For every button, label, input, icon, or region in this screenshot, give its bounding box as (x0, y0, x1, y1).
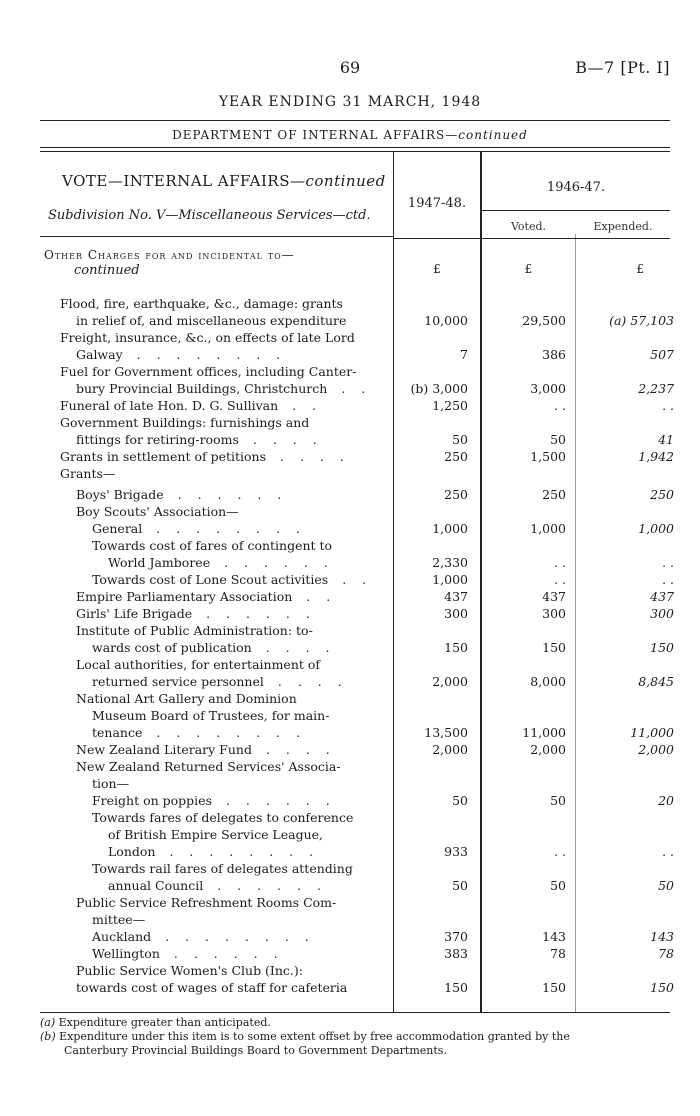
value-expended: 150 (650, 980, 674, 995)
leader-dots: . . . . . . . . (165, 929, 315, 944)
row-text: Towards cost of Lone Scout activities (92, 572, 329, 587)
value-expended: 437 (650, 589, 674, 604)
value-voted: 3,000 (530, 381, 566, 396)
value-expended: 150 (650, 640, 674, 655)
row-text: Galway (76, 347, 123, 362)
value-1947-48: 250 (444, 449, 468, 464)
value-voted: . . (554, 555, 566, 570)
value-1947-48: 10,000 (424, 313, 468, 328)
row-description (76, 980, 347, 995)
value-1947-48: 383 (444, 946, 468, 961)
row-description (60, 466, 115, 481)
leader-dots: . . (341, 381, 372, 396)
value-voted: 143 (542, 929, 566, 944)
leader-dots: . . . . . . . . (169, 844, 320, 859)
value-1947-48: 13,500 (424, 725, 468, 740)
row-description (108, 827, 323, 842)
leader-dots: . . . . . . (206, 606, 316, 621)
row-description (76, 381, 371, 396)
value-expended: 300 (650, 606, 674, 621)
value-1947-48: 50 (452, 432, 468, 447)
value-expended: 2,000 (638, 742, 674, 757)
row-description (60, 330, 355, 345)
department-name: DEPARTMENT OF INTERNAL AFFAIRS— (172, 128, 459, 142)
value-1947-48: 1,000 (432, 521, 468, 536)
row-description (92, 929, 315, 944)
value-voted: 300 (542, 606, 566, 621)
row-text: Grants in settlement of petitions (60, 449, 267, 464)
row-text: Auckland (92, 929, 152, 944)
row-text: New Zealand Returned Services' Associa- (76, 759, 341, 774)
row-text: Public Service Refreshment Rooms Com- (76, 895, 337, 910)
leader-dots: . . . . . . (177, 487, 288, 502)
row-description (76, 606, 316, 621)
value-expended: 41 (658, 432, 674, 447)
leader-dots: . . . . (280, 449, 350, 464)
value-expended: 20 (658, 793, 674, 808)
row-description (76, 742, 336, 757)
leader-dots: . . . . . . . . (156, 521, 306, 536)
value-expended: 250 (650, 487, 674, 502)
value-voted: 50 (550, 878, 566, 893)
leader-dots: . . . . . . (173, 946, 284, 961)
value-expended: . . (662, 572, 674, 587)
leader-dots: . . . . (265, 742, 336, 757)
leader-dots: . . . . (277, 674, 348, 689)
row-text: Boys' Brigade (76, 487, 164, 502)
row-text: Towards cost of fares of contingent to (92, 538, 333, 553)
value-1947-48: 2,000 (432, 674, 468, 689)
value-voted: . . (554, 844, 566, 859)
row-description (92, 674, 348, 689)
value-voted: 11,000 (522, 725, 566, 740)
value-1947-48: 7 (460, 347, 468, 362)
row-text: towards cost of wages of staff for cafeteria (76, 980, 348, 995)
row-description (76, 347, 286, 362)
value-voted: 150 (542, 640, 566, 655)
row-text: General (92, 521, 143, 536)
footnote-a-label: (a) (40, 1016, 56, 1029)
value-voted: 1,500 (530, 449, 566, 464)
value-voted: 29,500 (522, 313, 566, 328)
row-description (76, 623, 313, 638)
value-voted: 386 (542, 347, 566, 362)
subdivision-heading: Subdivision No. V—Miscellaneous Services—ctd. (48, 208, 371, 223)
value-1947-48: 300 (444, 606, 468, 621)
pound-symbol-1: £ (433, 262, 441, 276)
row-text: Freight, insurance, &c., on effects of late Lord (60, 330, 355, 345)
leader-dots: . . . . . . (225, 793, 336, 808)
row-text: Wellington (92, 946, 160, 961)
row-text: tion— (92, 776, 130, 791)
footnote-b-label: (b) (40, 1030, 56, 1043)
value-voted: 78 (550, 946, 566, 961)
rule-dept-top (40, 147, 670, 148)
document-reference: B—7 [Pt. I] (575, 58, 670, 77)
value-1947-48: 50 (452, 793, 468, 808)
row-text: Empire Parliamentary Association (76, 589, 293, 604)
row-description (76, 759, 341, 774)
value-expended: 143 (650, 929, 674, 944)
department-continued: continued (458, 128, 528, 142)
rule-col-head (394, 238, 670, 239)
row-description (92, 708, 329, 723)
footnote-b-continued: Canterbury Provincial Buildings Board to Government Departments. (64, 1044, 447, 1057)
column-rule-3 (575, 234, 576, 1012)
row-text: bury Provincial Buildings, Christchurch (76, 381, 328, 396)
row-description (92, 640, 336, 655)
row-description (76, 504, 239, 519)
row-text: returned service personnel (92, 674, 264, 689)
row-description (60, 449, 350, 464)
rule-dept-bottom (40, 151, 670, 152)
row-description (76, 691, 297, 706)
row-description (108, 878, 327, 893)
row-text: Girls' Life Brigade (76, 606, 193, 621)
row-text: of British Empire Service League, (108, 827, 324, 842)
row-description (76, 487, 287, 502)
value-1947-48: 1,250 (432, 398, 468, 413)
row-text: fittings for retiring-rooms (76, 432, 239, 447)
leader-dots: . . . . . . (217, 878, 327, 893)
row-description (92, 861, 353, 876)
value-voted: 50 (550, 432, 566, 447)
rule-left-head (40, 236, 394, 237)
other-charges-heading: Other Charges for and incidental to— (44, 248, 295, 262)
row-text: mittee— (92, 912, 146, 927)
value-voted: 437 (542, 589, 566, 604)
value-1947-48: 2,330 (432, 555, 468, 570)
row-text: Fuel for Government offices, including Canter- (60, 364, 357, 379)
leader-dots: . . . . (252, 432, 323, 447)
row-description (76, 589, 336, 604)
row-text: Institute of Public Administration: to- (76, 623, 313, 638)
value-1947-48: 50 (452, 878, 468, 893)
row-text: Grants— (60, 466, 116, 481)
row-description (60, 415, 309, 430)
value-voted: 150 (542, 980, 566, 995)
row-text: Museum Board of Trustees, for main- (92, 708, 330, 723)
column-header-expended: Expended. (593, 220, 653, 233)
row-text: National Art Gallery and Dominion (76, 691, 297, 706)
value-expended: 1,000 (638, 521, 674, 536)
value-voted: 1,000 (530, 521, 566, 536)
row-text: Local authorities, for entertainment of (76, 657, 321, 672)
row-text: Towards rail fares of delegates attending (92, 861, 353, 876)
pound-symbol-3: £ (636, 262, 644, 276)
column-rule-2 (480, 152, 482, 1012)
value-expended: (a) 57,103 (609, 313, 674, 328)
row-text: World Jamboree (108, 555, 211, 570)
value-voted: . . (554, 398, 566, 413)
value-1947-48: 437 (444, 589, 468, 604)
row-description (76, 895, 336, 910)
leader-dots: . . (292, 398, 323, 413)
row-text: Government Buildings: furnishings and (60, 415, 310, 430)
row-description (92, 538, 332, 553)
value-expended: 1,942 (638, 449, 674, 464)
value-expended: 11,000 (630, 725, 674, 740)
value-1947-48: 150 (444, 980, 468, 995)
footnote-a-text: Expenditure greater than anticipated. (58, 1016, 271, 1029)
rule-bottom (40, 1012, 670, 1013)
row-description (92, 793, 336, 808)
row-text: New Zealand Literary Fund (76, 742, 252, 757)
row-text: Flood, fire, earthquake, &c., damage: grants (60, 296, 343, 311)
row-text: Funeral of late Hon. D. G. Sullivan (60, 398, 279, 413)
department-heading (0, 128, 700, 142)
row-text: Towards fares of delegates to conference (92, 810, 354, 825)
value-1947-48: 370 (444, 929, 468, 944)
value-1947-48: 1,000 (432, 572, 468, 587)
row-description (108, 844, 319, 859)
row-description (60, 296, 343, 311)
footnote-b-text: Expenditure under this item is to some extent offset by free accommodation granted by the (59, 1030, 570, 1043)
leader-dots: . . (342, 572, 373, 587)
row-description (108, 555, 334, 570)
leader-dots: . . . . . . (224, 555, 334, 570)
row-description (92, 946, 284, 961)
page-title: YEAR ENDING 31 MARCH, 1948 (218, 94, 482, 110)
value-expended: 78 (658, 946, 674, 961)
leader-dots: . . . . (265, 640, 336, 655)
column-header-1946-47: 1946-47. (546, 180, 606, 195)
column-rule-1 (393, 152, 394, 1012)
value-expended: . . (662, 844, 674, 859)
row-text: annual Council (108, 878, 204, 893)
value-1947-48: 2,000 (432, 742, 468, 757)
value-voted: 250 (542, 487, 566, 502)
row-text: tenance (92, 725, 143, 740)
row-description (60, 398, 322, 413)
value-expended: . . (662, 555, 674, 570)
value-1947-48: 150 (444, 640, 468, 655)
row-description (92, 912, 145, 927)
row-text: London (108, 844, 156, 859)
footnote-b (40, 1030, 570, 1043)
row-description (92, 725, 306, 740)
value-expended: . . (662, 398, 674, 413)
column-header-1947-48: 1947-48. (407, 196, 467, 211)
leader-dots: . . (306, 589, 337, 604)
vote-title: VOTE—INTERNAL AFFAIRS— (62, 172, 306, 190)
rule-top (40, 120, 670, 121)
row-text: in relief of, and miscellaneous expenditure (76, 313, 347, 328)
row-description (76, 313, 346, 328)
row-text: Public Service Women's Club (Inc.): (76, 963, 303, 978)
column-header-voted: Voted. (510, 220, 547, 233)
rule-year-group (482, 210, 670, 211)
value-1947-48: 933 (444, 844, 468, 859)
pound-symbol-2: £ (524, 262, 533, 276)
row-text: Boy Scouts' Association— (76, 504, 239, 519)
footnote-a (40, 1016, 271, 1029)
row-text: Freight on poppies (92, 793, 212, 808)
row-description (76, 963, 303, 978)
row-description (92, 810, 353, 825)
vote-continued: continued (305, 172, 386, 190)
row-description (76, 432, 323, 447)
page-number: 69 (339, 58, 361, 77)
row-text: wards cost of publication (92, 640, 252, 655)
value-expended: 2,237 (638, 381, 674, 396)
value-expended: 8,845 (638, 674, 674, 689)
row-description (92, 776, 129, 791)
value-1947-48: 250 (444, 487, 468, 502)
leader-dots: . . . . . . . . (156, 725, 306, 740)
value-voted: 50 (550, 793, 566, 808)
value-1947-48: (b) 3,000 (410, 381, 468, 396)
vote-heading (62, 172, 386, 190)
leader-dots: . . . . . . . . (136, 347, 287, 362)
value-expended: 50 (658, 878, 674, 893)
row-description (92, 572, 372, 587)
row-description (76, 657, 320, 672)
value-voted: 2,000 (530, 742, 566, 757)
value-voted: 8,000 (530, 674, 566, 689)
value-expended: 507 (650, 347, 674, 362)
row-description (92, 521, 306, 536)
row-description (60, 364, 356, 379)
value-voted: . . (554, 572, 566, 587)
other-charges-continued: continued (74, 263, 140, 278)
